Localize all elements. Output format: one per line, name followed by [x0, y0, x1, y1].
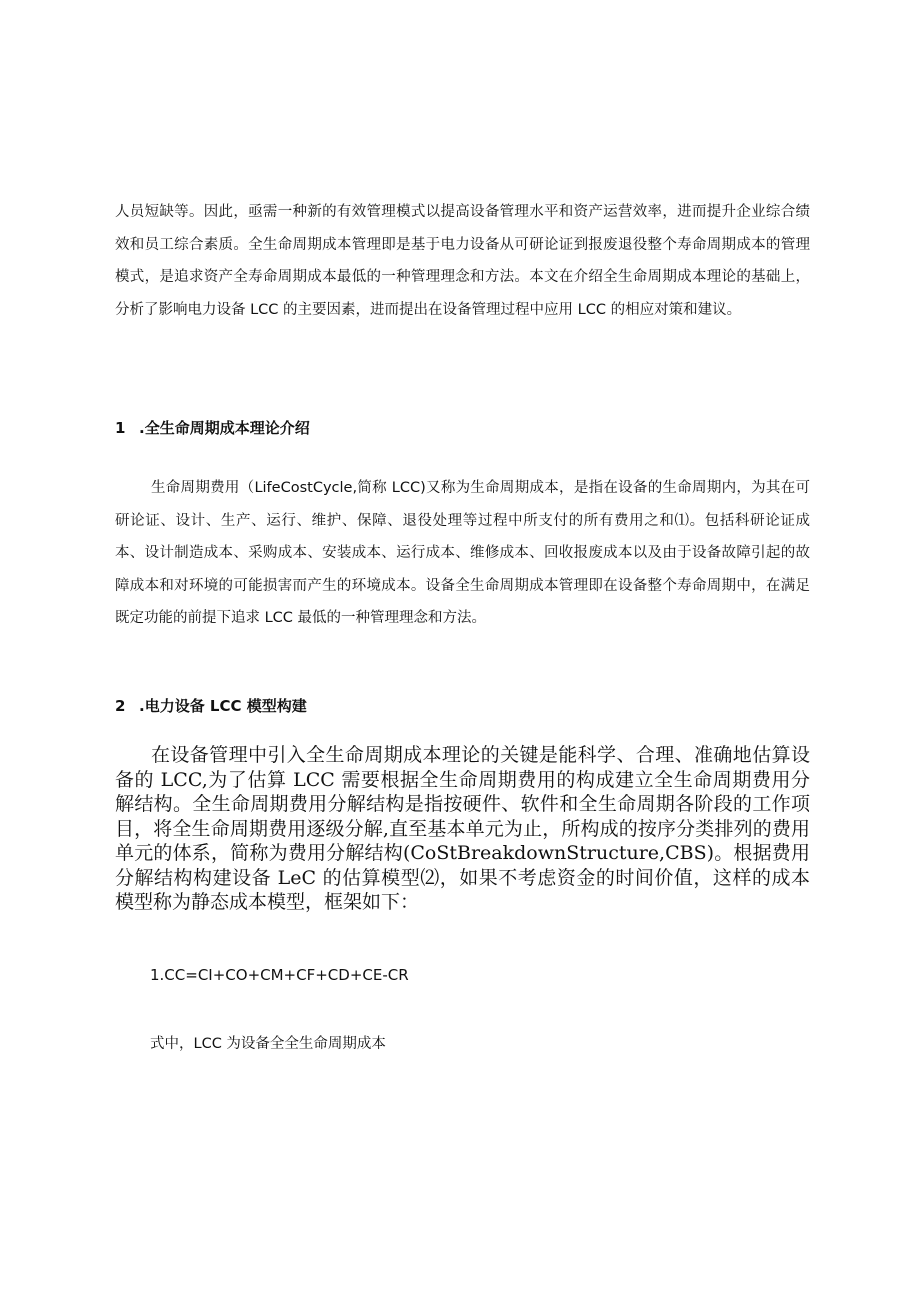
section-2-body: 在设备管理中引入全生命周期成本理论的关键是能科学、合理、准确地估算设备的 LCC,为了估算 LCC 需要根据全生命周期费用的构成建立全生命周期费用分解结构。全生命周期费用分解结构是指按硬件、软件和全生命周期各阶段的工作项目，将全生命周期费用逐级分解,直至基本单元为止，所构成的按序分类排列的费用单元的体系，简称为费用分解结构(CoStBreakdownStructure,CBS)。根据费用分解结构构建设备 LeC 的估算模型⑵，如果不考虑资金的时间价值，这样的成本模型称为静态成本模型，框架如下： [115, 744, 810, 913]
intro-paragraph: 人员短缺等。因此，亟需一种新的有效管理模式以提高设备管理水平和资产运营效率，进而提升企业综合绩效和员工综合素质。全生命周期成本管理即是基于电力设备从可研论证到报废退役整个寿命周期成本的管理模式，是追求资产全寿命周期成本最低的一种管理理念和方法。本文在介绍全生命周期成本理论的基础上，分析了影响电力设备 LCC 的主要因素，进而提出在设备管理过程中应用 LCC 的相应对策和建议。 [115, 204, 810, 318]
formula-note: 式中，LCC 为设备全全生命周期成本 [150, 1036, 386, 1052]
section-1-title: .全生命周期成本理论介绍 [139, 419, 310, 437]
section-2-title: .电力设备 LCC 模型构建 [139, 697, 307, 715]
section-1-heading [115, 417, 310, 438]
lcc-formula: 1.CC=CI+CO+CM+CF+CD+CE-CR [150, 966, 409, 984]
section-2-number: 2 [115, 697, 126, 715]
section-2-heading [115, 695, 307, 716]
section-1-number: 1 [115, 419, 126, 437]
section-1-body: 生命周期费用（LifeCostCycle,简称 LCC)又称为生命周期成本，是指在设备的生命周期内，为其在可研论证、设计、生产、运行、维护、保障、退役处理等过程中所支付的所有费用之和⑴。包括科研论证成本、设计制造成本、采购成本、安装成本、运行成本、维修成本、回收报废成本以及由于设备故障引起的故障成本和对环境的可能损害而产生的环境成本。设备全生命周期成本管理即在设备整个寿命周期中，在满足既定功能的前提下追求 LCC 最低的一种管理理念和方法。 [115, 480, 810, 626]
